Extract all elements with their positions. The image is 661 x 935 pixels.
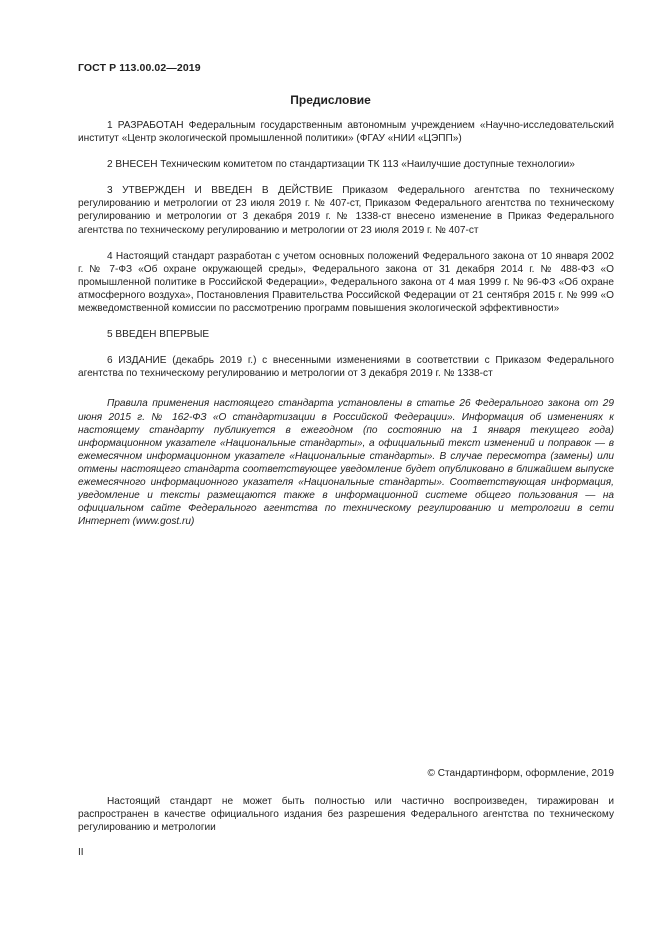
paragraph-approved: 3 УТВЕРЖДЕН И ВВЕДЕН В ДЕЙСТВИЕ Приказом Федерального агентства по техническому регулированию и метрологии от 23 июля 2019 г. № 407-ст, Приказом Федерального агентства по техническому регулированию и метрологии от 3 декабря 2019 г. № 1338-ст внесено изменение в Приказ Федерального агентства по техническому регулированию и метрологии от 23 июля 2019 г. № 407-ст <box>78 185 614 236</box>
application-rules-notice: Правила применения настоящего стандарта установлены в статье 26 Федерального закона от 29 июня 2015 г. № 162-ФЗ «О стандартизации в Российской Федерации». Информация об изменениях к настоящему стандарту публикуется в ежегодном (по состоянию на 1 января текущего года) информационном указателе «Национальные стандарты», а официальный текст изменений и поправок — в ежемесячном информационном указателе «Национальные стандарты». В случае пересмотра (замены) или отмены настоящего стандарта соответствующее уведомление будет опубликовано в ближайшем выпуске ежемесячного информационного указателя «Национальные стандарты». Соответствующая информация, уведомление и тексты размещаются также в информационной системе общего пользования — на официальном сайте Федерального агентства по техническому регулированию и метрологии в сети Интернет (www.gost.ru) <box>78 398 614 528</box>
standard-code: ГОСТ Р 113.00.02—2019 <box>78 62 201 74</box>
paragraph-edition: 6 ИЗДАНИЕ (декабрь 2019 г.) с внесенными изменениями в соответствии с Приказом Федерального агентства по техническому регулированию и метрологии от 3 декабря 2019 г. № 1338-ст <box>78 355 614 380</box>
paragraph-first-introduced: 5 ВВЕДЕН ВПЕРВЫЕ <box>107 329 210 341</box>
reproduction-notice: Настоящий стандарт не может быть полностью или частично воспроизведен, тиражирован и распространен в качестве официального издания без разрешения Федерального агентства по техническому регулированию и метрологии <box>78 796 614 834</box>
foreword-body <box>78 119 614 541</box>
paragraph-developed: 1 РАЗРАБОТАН Федеральным государственным автономным учреждением «Научно-исследовательский институт «Центр экологической промышленной политики» (ФГАУ «НИИ «ЦЭПП») <box>78 120 614 145</box>
paragraph-legal-basis: 4 Настоящий стандарт разработан с учетом основных положений Федерального закона от 10 января 2002 г. № 7-ФЗ «Об охране окружающей среды», Федерального закона от 31 декабря 2014 г. № 488-ФЗ «О промышленной политике в Российской Федерации», Федерального закона от 4 мая 1999 г. № 96-ФЗ «Об охране атмосферного воздуха», Постановления Правительства Российской Федерации от 21 сентября 2015 г. № 999 «О межведомственной комиссии по рассмотрению программ повышения экологической эффективности» <box>78 250 614 315</box>
page-title: Предисловие <box>290 93 371 107</box>
copyright-line: © Стандартинформ, оформление, 2019 <box>427 768 614 779</box>
page-number: II <box>78 847 84 858</box>
paragraph-introduced: 2 ВНЕСЕН Техническим комитетом по стандартизации ТК 113 «Наилучшие доступные технологии» <box>107 159 575 171</box>
